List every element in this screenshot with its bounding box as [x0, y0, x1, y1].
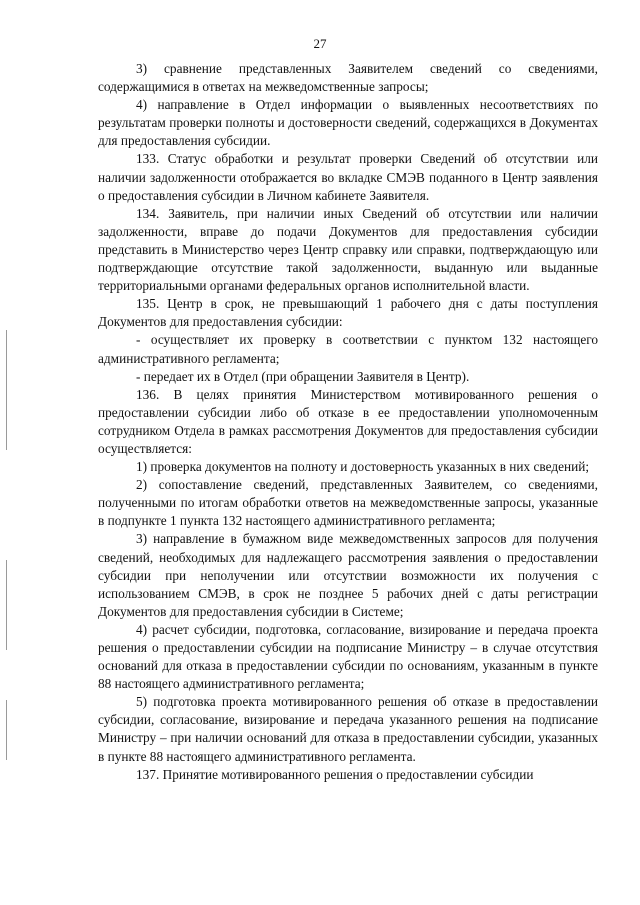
paragraph-136-item-3: 3) направление в бумажном виде межведомственных запросов для получения сведений, необходимых для надлежащего рассмотрения заявления о предоставлении субсидии при неполучении или отсутствии возможности их получения с использованием СМЭВ, в срок не позднее 5 рабочих дней с даты регистрации Документов для предоставления субсидии в Системе;	[98, 531, 598, 619]
paragraph-135: 135. Центр в срок, не превышающий 1 рабочего дня с даты поступления Документов для предоставления субсидии:	[98, 296, 598, 330]
paragraph-item-3: 3) сравнение представленных Заявителем сведений со сведениями, содержащимися в ответах на межведомственные запросы;	[98, 61, 598, 95]
paragraph-135-dash-2: - передает их в Отдел (при обращении Заявителя в Центр).	[136, 368, 470, 384]
paragraph-136-item-1: 1) проверка документов на полноту и достоверность указанных в них сведений;	[136, 459, 590, 475]
paragraph-136-item-4: 4) расчет субсидии, подготовка, согласование, визирование и передача проекта решения о предоставлении субсидии на подписание Министру – в случае отсутствия оснований для отказа в предоставлении субсидии по основаниям, указанным в пункте 88 настоящего административного регламента;	[98, 621, 598, 692]
paragraph-item-4: 4) направление в Отдел информации о выявленных несоответствиях по результатам проверки полноты и достоверности сведений, содержащихся в Документах для предоставления субсидии.	[98, 97, 598, 149]
paragraph-133: 133. Статус обработки и результат проверки Сведений об отсутствии или наличии задолженности отображается во вкладке СМЭВ поданного в Центр заявления о предоставления субсидии в Личном кабинете Заявителя.	[98, 151, 598, 203]
paragraph-137: 137. Принятие мотивированного решения о предоставлении субсидии	[136, 766, 534, 782]
paragraph-136-item-5: 5) подготовка проекта мотивированного решения об отказе в предоставлении субсидии, согласование, визирование и передача указанного решения на подписание Министру – при наличии оснований для отказа в предоставлении субсидии, указанных в пункте 88 настоящего административного регламента.	[98, 694, 598, 764]
paragraph-136: 136. В целях принятия Министерством мотивированного решения о предоставлении субсидии либо об отказе в ее предоставлении уполномоченным сотрудником Отдела в рамках рассмотрения Документов для предоставления субсидии осуществляется:	[98, 386, 598, 456]
page-number: 27	[313, 36, 327, 51]
paragraph-136-item-2: 2) сопоставление сведений, представленных Заявителем, со сведениями, полученными по итогам обработки ответов на межведомственные запросы, указанные в подпункте 1 пункта 132 настоящего административного регламента;	[98, 477, 598, 529]
scan-edge-mark	[6, 560, 7, 650]
document-body	[98, 60, 598, 784]
scan-edge-mark	[6, 330, 7, 450]
paragraph-134: 134. Заявитель, при наличии иных Сведений об отсутствии или наличии задолженности, вправе до подачи Документов для предоставления субсидии представить в Министерство через Центр справку или справки, подтверждающую или подтверждающие отсутствие такой задолженности, выданную или выданные территориальными органами федеральных органов исполнительной власти.	[98, 205, 598, 294]
scan-edge-mark	[6, 700, 7, 760]
paragraph-135-dash-1: - осуществляет их проверку в соответствии с пунктом 132 настоящего административного регламента;	[98, 332, 598, 366]
